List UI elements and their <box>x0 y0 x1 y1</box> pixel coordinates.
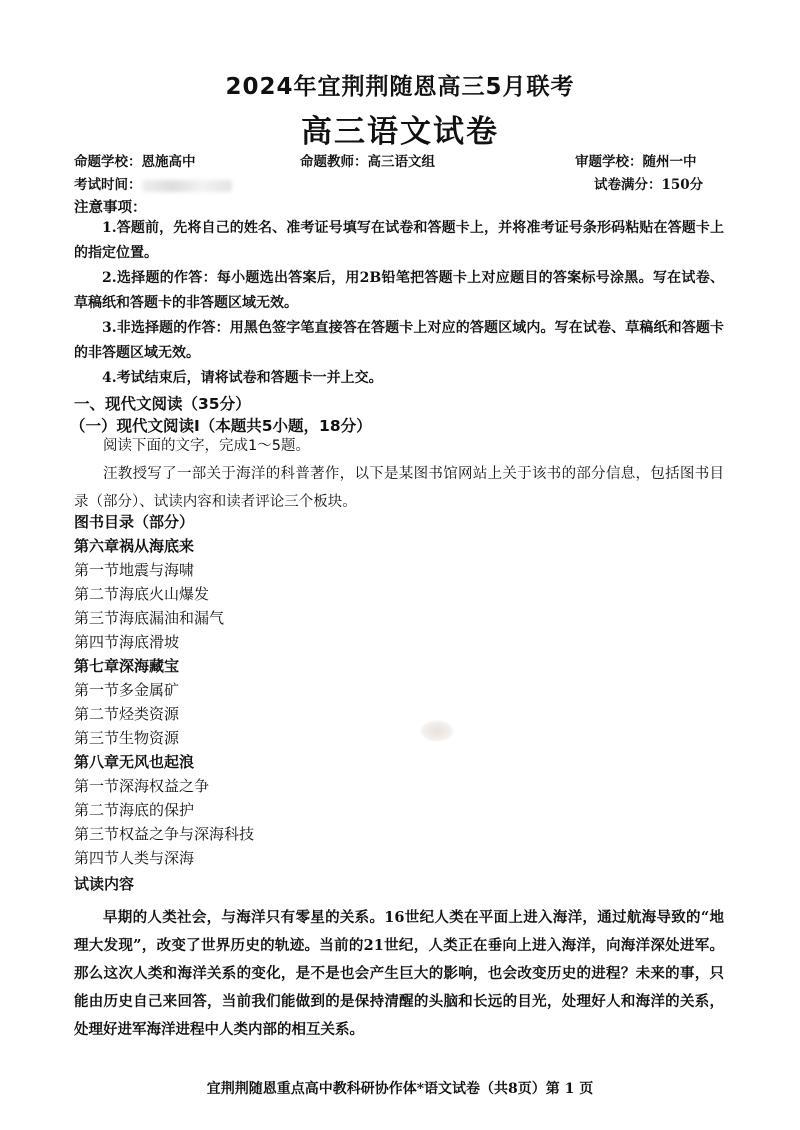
notice-item-4: 4.考试结束后，请将试卷和答题卡一并上交。 <box>102 370 383 386</box>
intro-paragraph: 汪教授写了一部关于海洋的科普著作，以下是某图书馆网站上关于该书的部分信息，包括图书目录（部分）、试读内容和读者评论三个板块。 <box>74 466 724 510</box>
paper-smudge <box>420 720 454 742</box>
proposing-school: 命题学校：恩施高中 <box>74 154 196 170</box>
toc-line: 第一节深海权益之争 <box>74 777 210 795</box>
trial-paragraph: 早期的人类社会，与海洋只有零星的关系。16世纪人类在平面上进入海洋，通过航海导致的“地理大发现”，改变了世界历史的轨迹。当前的21世纪，人类正在垂向上进入海洋，向海洋深处进军。那么这次人类和海洋关系的变化，是不是也会产生巨大的影响，也会改变历史的进程？未来的事，只能由历史自己来回答，当前我们能做到的是保持清醒的头脑和长远的目光，处理好人和海洋的关系，处理好进军海洋进程中人类内部的相互关系。 <box>74 909 724 1038</box>
exam-time <box>74 173 232 193</box>
proposing-teacher: 命题教师：高三语文组 <box>300 154 435 170</box>
toc-heading: 图书目录（部分） <box>74 513 195 531</box>
toc-line: 第二节海底的保护 <box>74 801 195 819</box>
section-heading: 一、现代文阅读（35分） <box>74 395 251 413</box>
page-footer: 宜荆荆随恩重点高中教科研协作体*语文试卷（共8页）第 1 页 <box>206 1081 594 1097</box>
toc-line: 第三节生物资源 <box>74 729 180 747</box>
toc-line: 第四节人类与深海 <box>74 849 195 867</box>
toc-line: 第一节地震与海啸 <box>74 561 195 579</box>
reading-instruction: 阅读下面的文字，完成1～5题。 <box>103 438 310 454</box>
toc-line: 第四节海底滑坡 <box>74 633 180 651</box>
toc-line: 第六章祸从海底来 <box>74 537 195 555</box>
toc-line: 第七章深海藏宝 <box>74 657 180 675</box>
notice-heading: 注意事项： <box>74 200 147 216</box>
exam-time-label: 考试时间： <box>74 177 142 193</box>
reviewing-school: 审题学校：随州一中 <box>575 154 697 170</box>
toc-line: 第一节多金属矿 <box>74 681 180 699</box>
toc-line: 第二节烃类资源 <box>74 705 180 723</box>
toc-line: 第三节海底漏油和漏气 <box>74 609 225 627</box>
trial-heading: 试读内容 <box>74 875 135 893</box>
exam-name: 2024年宜荆荆随恩高三5月联考 <box>225 74 575 100</box>
notice-item-1: 1.答题前，先将自己的姓名、准考证号填写在试卷和答题卡上，并将准考证号条形码粘贴在答题卡上的指定位置。 <box>74 220 724 261</box>
paper-title: 高三语文试卷 <box>301 114 499 150</box>
subsection-heading: （一）现代文阅读Ⅰ（本题共5小题，18分） <box>70 417 372 435</box>
toc-line: 第二节海底火山爆发 <box>74 585 210 603</box>
full-score: 试卷满分：150分 <box>594 177 704 193</box>
redacted-time <box>142 180 232 192</box>
notice-item-2: 2.选择题的作答：每小题选出答案后，用2B铅笔把答题卡上对应题目的答案标号涂黑。写在试卷、草稿纸和答题卡的非答题区域无效。 <box>74 270 724 311</box>
toc-line: 第八章无风也起浪 <box>74 753 195 771</box>
notice-item-3: 3.非选择题的作答：用黑色签字笔直接答在答题卡上对应的答题区域内。写在试卷、草稿纸和答题卡的非答题区域无效。 <box>74 320 724 361</box>
toc-line: 第三节权益之争与深海科技 <box>74 825 255 843</box>
